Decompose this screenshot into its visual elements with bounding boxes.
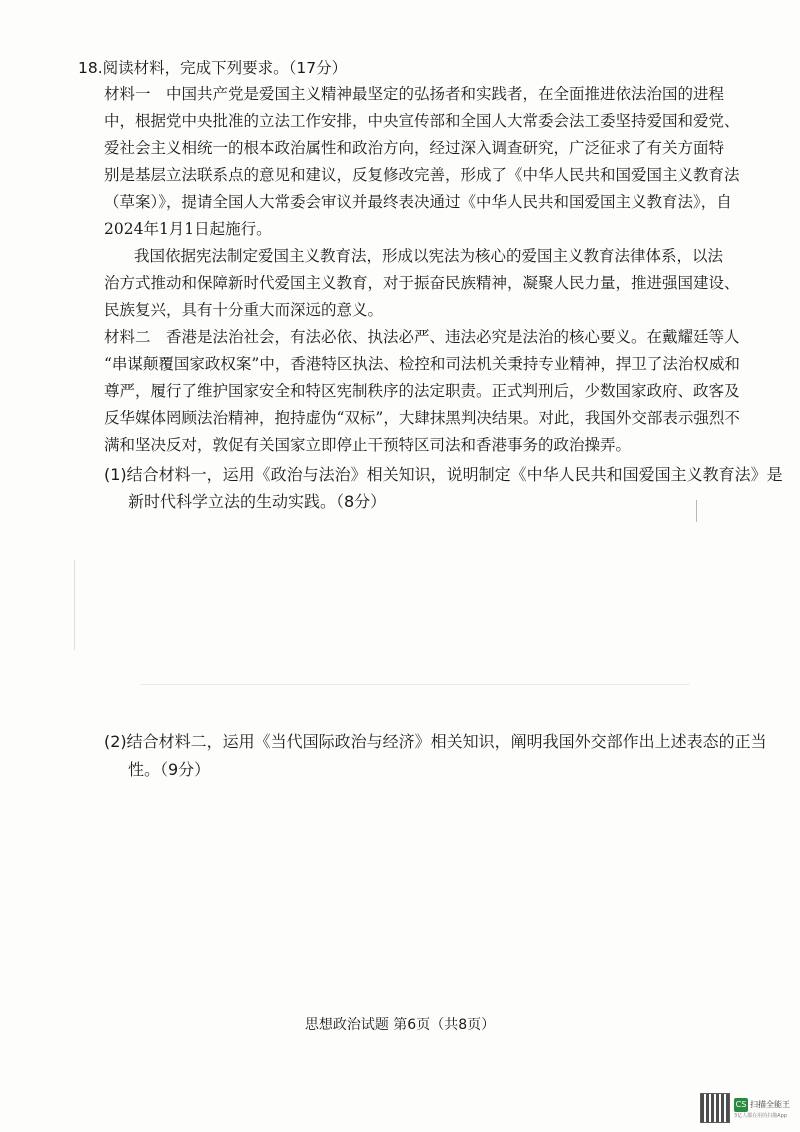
scanner-name: 扫描全能王 — [750, 1100, 790, 1109]
material1-line-4: 别是基层立法联系点的意见和建议，反复修改完善，形成了《中华人民共和国爱国主义教育法 — [104, 166, 740, 184]
subquestion2-line-1: (2)结合材料二，运用《当代国际政治与经济》相关知识，阐明我国外交部作出上述表态的正当 — [104, 732, 767, 751]
material1-line-3: 爱社会主义相统一的根本政治属性和政治方向，经过深入调查研究，广泛征求了有关方面特 — [104, 139, 725, 157]
material1-line-5: （草案）》，提请全国人大常委会审议并最终表决通过《中华人民共和国爱国主义教育法》，自 — [104, 193, 732, 211]
material1-para2-line-2: 治方式推动和保障新时代爱国主义教育，对于振奋民族精神，凝聚人民力量，推进强国建设、 — [104, 274, 740, 292]
camscanner-logo-icon: CS — [734, 1098, 748, 1112]
material1-line-1: 材料一 中国共产党是爱国主义精神最坚定的弘扬者和实践者，在全面推进依法治国的进程 — [104, 85, 725, 103]
material1-line-2: 中，根据党中央批准的立法工作安排，中央宣传部和全国人大常委会法工委坚持爱国和爱党、 — [104, 112, 740, 130]
subquestion1-line-1: (1)结合材料一，运用《政治与法治》相关知识，说明制定《中华人民共和国爱国主义教育法》是 — [104, 465, 783, 484]
material2-line-3: 尊严，履行了维护国家安全和特区宪制秩序的法定职责。正式判刑后，少数国家政府、政客及 — [104, 382, 740, 400]
scanner-tagline: 3亿人都在用的扫描App — [734, 1112, 787, 1119]
scanner-watermark — [700, 1092, 792, 1124]
page-footer: 思想政治试题 第6页（共8页） — [304, 1017, 496, 1033]
answer-area-2 — [104, 790, 724, 990]
qr-code-icon — [700, 1093, 730, 1123]
scan-artifact — [696, 500, 697, 522]
scan-artifact — [74, 560, 75, 650]
material1-para2-line-3: 民族复兴，具有十分重大而深远的意义。 — [104, 301, 384, 319]
material2-line-2: “串谋颠覆国家政权案”中，香港特区执法、检控和司法机关秉持专业精神，捍卫了法治权威和 — [104, 355, 740, 373]
material2-line-4: 反华媒体罔顾法治精神，抱持虚伪“双标”，大肆抹黑判决结果。对此，我国外交部表示强烈不 — [104, 409, 740, 427]
scan-artifact — [140, 684, 690, 685]
material1-para2-line-1: 我国依据宪法制定爱国主义教育法，形成以宪法为核心的爱国主义教育法律体系，以法 — [134, 247, 724, 265]
material1-line-6: 2024年1月1日起施行。 — [104, 220, 272, 238]
subquestion2-line-2: 性。（9分） — [128, 760, 211, 779]
question-header: 18.阅读材料，完成下列要求。（17分） — [78, 59, 348, 77]
answer-area-1 — [104, 520, 724, 720]
material2-line-5: 满和坚决反对，敦促有关国家立即停止干预特区司法和香港事务的政治操弄。 — [104, 436, 632, 454]
material2-line-1: 材料二 香港是法治社会，有法必依、执法必严、违法必究是法治的核心要义。在戴耀廷等人 — [104, 328, 740, 346]
subquestion1-line-2: 新时代科学立法的生动实践。（8分） — [128, 492, 387, 511]
